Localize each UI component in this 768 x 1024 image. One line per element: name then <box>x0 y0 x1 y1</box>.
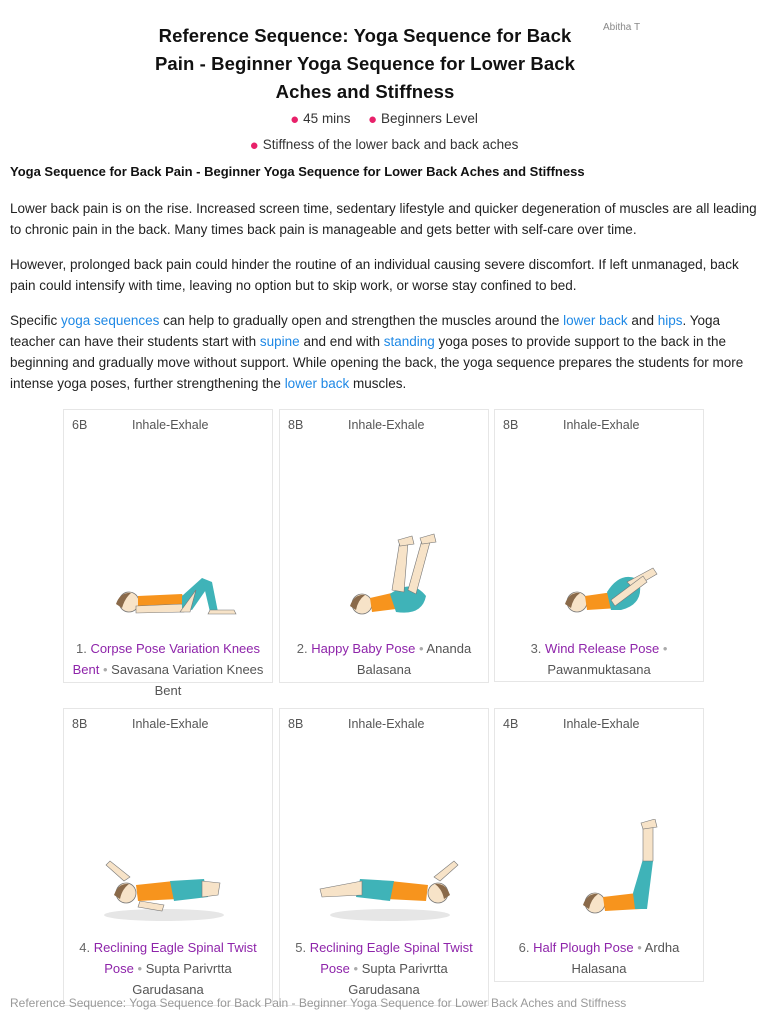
level: Beginners Level <box>381 111 478 126</box>
separator-dot: • <box>637 940 642 955</box>
pose-number: 5. <box>295 940 307 955</box>
text-run: and <box>627 313 658 328</box>
text-run: and end with <box>299 334 384 349</box>
pose-sanskrit: Supta Parivrtta Garudasana <box>132 961 232 997</box>
link-lower-back[interactable]: lower back <box>563 313 628 328</box>
pose-sanskrit: Ananda Balasana <box>356 641 472 677</box>
pose-number: 4. <box>79 940 91 955</box>
link-supine[interactable]: supine <box>259 334 300 349</box>
paragraph-impact: However, prolonged back pain could hinder the routine of an individual causing severe discomfort. If left unmanaged, back pain could intensify with time, leaving no option but to skip work, or worse stay confined to bed. <box>10 257 739 293</box>
pose-number: 2. <box>296 641 308 656</box>
reclining-eagle-twist-illustration[interactable] <box>84 819 254 929</box>
breath-label: Inhale-Exhale <box>132 717 209 731</box>
pose-card-4[interactable] <box>63 708 273 1006</box>
pose-sanskrit: Supta Parivrtta Garudasana <box>348 961 448 997</box>
pose-caption <box>70 937 266 1000</box>
bullet-icon: ● <box>249 137 259 154</box>
breath-label: Inhale-Exhale <box>348 418 425 432</box>
reclining-eagle-twist-mirrored-illustration[interactable] <box>300 819 470 929</box>
separator-dot: • <box>102 662 108 677</box>
pose-name-link[interactable]: Corpse Pose Variation Knees Bent <box>72 641 261 677</box>
breath-label: Inhale-Exhale <box>132 418 209 432</box>
pose-caption <box>70 638 266 701</box>
pose-name-link[interactable]: Half Plough Pose <box>533 940 634 955</box>
text-run: yoga poses to provide support to the back in the beginning and gradually move without support. While opening the back, the yoga sequence prepares the students for more intense yoga poses, further strengthening the <box>10 334 744 391</box>
pose-name-link[interactable]: Happy Baby Pose <box>311 641 416 656</box>
pose-name-link[interactable]: Reclining Eagle Spinal Twist Pose <box>309 940 473 976</box>
pose-card-2[interactable] <box>279 409 489 683</box>
breath-label: Inhale-Exhale <box>563 717 640 731</box>
pose-caption <box>286 937 482 1000</box>
link-lower-back-2[interactable]: lower back <box>284 376 350 391</box>
pose-sanskrit: Pawanmuktasana <box>547 662 651 677</box>
link-hips[interactable]: hips <box>657 313 683 328</box>
breath-count: 8B <box>503 418 519 432</box>
pose-caption <box>286 638 482 680</box>
pose-caption <box>501 937 697 979</box>
author-name[interactable]: Abitha T <box>603 22 641 33</box>
breath-count: 8B <box>72 717 88 731</box>
breath-count: 8B <box>288 418 304 432</box>
corpse-pose-knees-bent-illustration[interactable] <box>84 520 254 630</box>
sequence-focus <box>0 137 768 154</box>
pose-sanskrit: Savasana Variation Knees Bent <box>111 662 264 698</box>
duration: 45 mins <box>303 111 351 126</box>
pose-caption <box>501 638 697 680</box>
separator-dot: • <box>353 961 359 976</box>
separator-dot: • <box>418 641 424 656</box>
link-yoga-sequences[interactable]: yoga sequences <box>61 313 160 328</box>
separator-dot: • <box>137 961 143 976</box>
paragraph-intro: Lower back pain is on the rise. Increased screen time, sedentary lifestyle and quicker degeneration of muscles are all leading to chronic pain in the back. Many times back pain is manageable and gets better with self-care over time. <box>10 201 757 237</box>
half-plough-pose-illustration[interactable] <box>515 819 685 929</box>
wind-release-pose-illustration[interactable] <box>515 520 685 630</box>
pose-card-5[interactable] <box>279 708 489 1006</box>
bullet-icon: ● <box>367 111 378 128</box>
sequence-meta <box>0 111 768 128</box>
breath-count: 6B <box>72 418 88 432</box>
pose-number: 6. <box>518 940 530 955</box>
breath-label: Inhale-Exhale <box>563 418 640 432</box>
breath-count: 4B <box>503 717 519 731</box>
separator-dot: • <box>662 641 668 656</box>
paragraph-sequences <box>10 310 762 394</box>
text-run: can help to gradually open and strengthen the muscles around the <box>159 313 564 328</box>
pose-number: 3. <box>530 641 542 656</box>
page-title: Reference Sequence: Yoga Sequence for Back Pain - Beginner Yoga Sequence for Lower Back Aches and Stiffness <box>154 25 576 102</box>
breath-label: Inhale-Exhale <box>348 717 425 731</box>
focus: Stiffness of the lower back and back aches <box>262 137 519 152</box>
pose-card-1[interactable] <box>63 409 273 698</box>
pose-name-link[interactable]: Reclining Eagle Spinal Twist Pose <box>93 940 257 976</box>
pose-card-6[interactable] <box>494 708 704 982</box>
pose-number: 1. <box>75 641 87 656</box>
bullet-icon: ● <box>290 111 300 128</box>
breath-count: 8B <box>288 717 304 731</box>
pose-card-3[interactable] <box>494 409 704 682</box>
pose-sanskrit: Ardha Halasana <box>571 940 680 976</box>
pose-name-link[interactable]: Wind Release Pose <box>545 641 660 656</box>
text-run: muscles. <box>349 376 407 391</box>
footer-caption: Reference Sequence: Yoga Sequence for Back Pain - Beginner Yoga Sequence for Lower Back Aches and Stiffness <box>10 996 627 1010</box>
article-subheading: Yoga Sequence for Back Pain - Beginner Yoga Sequence for Lower Back Aches and Stiffness <box>10 164 585 179</box>
happy-baby-pose-illustration[interactable] <box>300 520 470 630</box>
link-standing[interactable]: standing <box>383 334 435 349</box>
text-run: Specific <box>10 313 62 328</box>
text-run: . Yoga teacher can have their students start with <box>10 313 721 349</box>
